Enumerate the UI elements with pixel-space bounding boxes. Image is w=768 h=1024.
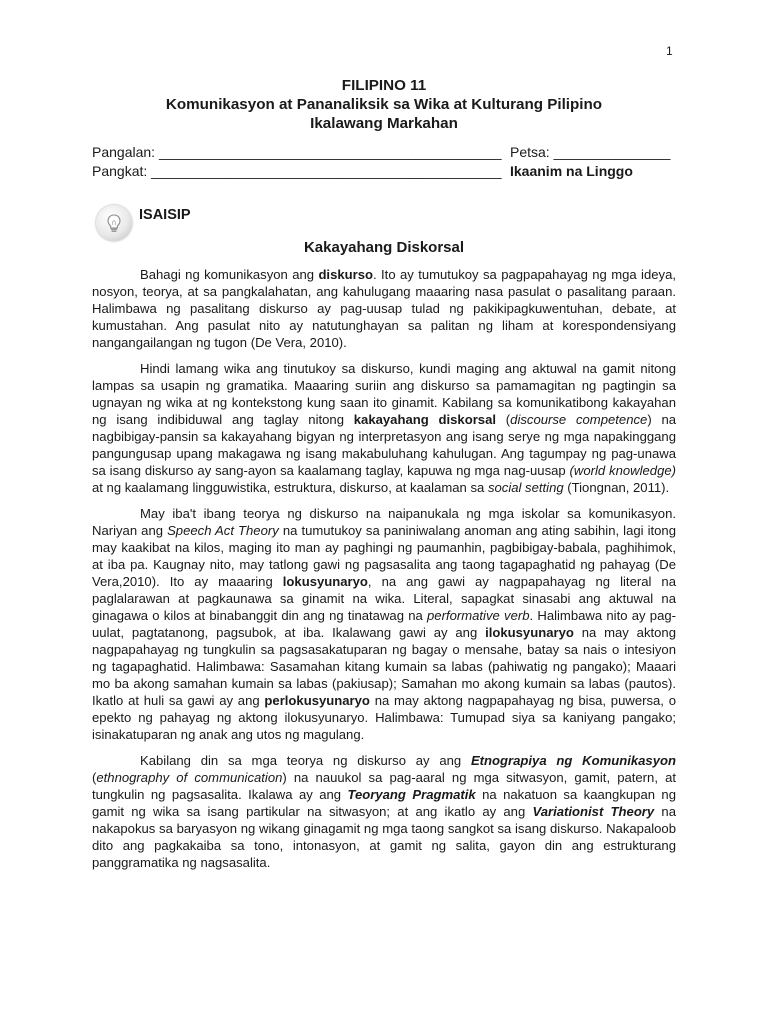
isaisip-heading bbox=[96, 203, 191, 243]
section-row bbox=[92, 162, 682, 181]
week-label: Ikaanim na Linggo bbox=[510, 163, 633, 179]
section-title: Kakayahang Diskorsal bbox=[303, 239, 465, 256]
document-header bbox=[0, 76, 768, 133]
text-run: , na ang gawi ay nagpapahayag ng literal na paglalarawan at pagkaunawa sa ginamit na wika. Literal, sapagkat sinasabi ang aktuwal na ginagawa o kilos at binabanggit din ang ng tinatawag na bbox=[92, 573, 676, 624]
italic-term: social setting bbox=[487, 480, 564, 496]
pangkat-field: Pangkat: _____________________________________________ bbox=[92, 163, 502, 179]
text-run: na tumutukoy sa paniniwalang anoman ang ating sabihin, lagi itong may kaakibat na kilos, maging ito man ay paghingi ng paumanhin, pagbibigay-babala, paghihimok, at iba pa. Kaugnay nito, may tatlong gawi ng pagsasalita ang taong tagapaghatid ng pahayag (De Vera,2010). Ito ay maaaring bbox=[92, 522, 676, 589]
text-run: ) na nauukol sa pag-aaral ng mga sitwasyon, gamit, patern, at tungkulin ng pagsasalita. Ikalawa ay ang bbox=[92, 770, 676, 803]
isaisip-label: ISAISIP bbox=[139, 207, 191, 223]
text-run: na nakatuon sa kaangkupan ng gamit ng wika sa isang partikular na sitwasyon; at ang ikatlo ay ang bbox=[92, 787, 677, 820]
text-run: na may aktong nagpapahayag ng tungkulin sa pagsasakatuparan ng bagay o mensahe, batay sa nais o intesiyon ng tagapaghatid. Halimbawa: Sasamahan kitang kumain sa labas (pahiwatig ng pangako); Maaari mo ba akong samahan kumain sa labas (pakiusap); Samahan mo akong kumain sa labas (pautos). Ikatlo at huli sa gawi ay ang bbox=[92, 625, 676, 709]
body-paragraph bbox=[92, 752, 676, 871]
text-run: Hindi lamang wika ang tinutukoy sa diskurso, kundi maging ang aktuwal na gamit nitong lampas sa usapin ng gramatika. Maaaring suriin ang diskurso sa pamamagitan ng pagtingin sa ugnayan ng wika at ng kontekstong kung saan ito ginamit. Kabilang sa komunikatibong kakayahan ng isang indibiduwal ang taglay nitong bbox=[92, 360, 676, 427]
text-run: . Ito ay tumutukoy sa pagpapahayag ng mga ideya, nosyon, teorya, at sa pangkalahatan, ang kahulugang maaaring nasa pasulat o pasalitang paraan. Halimbawa ng pasalitang diskurso ay pag-uusap tulad ng pakikipagkuwentuhan, debate, at kumustahan. Ang pasulat nito ay natutunghayan sa palitan ng liham at korespondensiyang nangangailangan ng tugon (De Vera, 2010). bbox=[92, 267, 676, 351]
italic-term: discourse competence bbox=[510, 411, 648, 427]
italic-term: (world knowledge) bbox=[569, 463, 676, 479]
bold-term: perlokusyunaryo bbox=[264, 693, 370, 709]
bold-italic-term: Teoryang Pragmatik bbox=[347, 787, 476, 803]
body-paragraph bbox=[92, 505, 676, 744]
text-run: . Halimbawa nito ay pag-uulat, pagtatanong, pagsubok, at iba. Ikalawang gawi ay ang bbox=[92, 608, 676, 641]
italic-term: performative verb bbox=[427, 608, 530, 624]
text-run: at ng kaalamang lingguwistika, estruktura, diskurso, at kaalaman sa bbox=[92, 480, 488, 496]
body-paragraph bbox=[92, 266, 676, 351]
text-run: ( bbox=[496, 411, 511, 427]
subject-title: FILIPINO 11 bbox=[341, 77, 427, 94]
lightbulb-icon bbox=[96, 205, 132, 241]
bold-term: lokusyunaryo bbox=[282, 573, 368, 589]
page-number: 1 bbox=[666, 44, 673, 58]
text-run: na may aktong nagpapahayag ng bisa, puwersa, o epekto ng pahayag ng aktong ilokusyunaryo. Halimbawa: Tumupad siya sa kaniyang pangako; isinakatuparan ng anak ang utos ng magulang. bbox=[92, 693, 676, 743]
text-run: na nakapokus sa baryasyon ng wikang ginagamit ng mga taong sangkot sa isang diskurso. Nakapaloob dito ang pagkakaiba sa tono, intonasyon, at gamit ng salita, gayon din ang estrukturang panggramatika ng nagsasalita. bbox=[92, 804, 676, 871]
pangalan-field: Pangalan: ____________________________________________ bbox=[92, 144, 502, 160]
name-row bbox=[92, 143, 682, 162]
text-run: Bahagi ng komunikasyon ang bbox=[140, 267, 319, 282]
italic-term: ethnography of communication bbox=[96, 770, 283, 786]
student-info-fields bbox=[92, 143, 682, 181]
course-title: Komunikasyon at Pananaliksik sa Wika at Kulturang Pilipino bbox=[165, 96, 603, 113]
body-paragraph bbox=[92, 360, 676, 496]
text-run: May iba't ibang teorya ng diskurso na naipanukala ng mga iskolar sa komunikasyon. Nariyan ang bbox=[92, 505, 676, 538]
bold-term: diskurso bbox=[318, 267, 374, 282]
quarter-title: Ikalawang Markahan bbox=[310, 115, 458, 132]
text-run: ( bbox=[92, 770, 97, 786]
body-text bbox=[92, 266, 676, 880]
bold-italic-term: Variationist Theory bbox=[532, 804, 655, 820]
petsa-field: Petsa: _______________ bbox=[510, 144, 671, 160]
text-run: Kabilang din sa mga teorya ng diskurso ay ang bbox=[140, 753, 471, 769]
italic-term: Speech Act Theory bbox=[167, 522, 279, 538]
bold-term: ilokusyunaryo bbox=[485, 625, 574, 641]
text-run: ) na nagbibigay-pansin sa kakayahang bigyan ng interpretasyon ang isang serye ng mga napakinggang pangungusap upang makagawa ng isang makabuluhang kahulugan. Ang tagumpay ng pag-unawa sa isang diskurso ay sang-ayon sa kaalamang taglay, kapuwa ng mga nag-uusap bbox=[92, 411, 677, 479]
bold-italic-term: Etnograpiya ng Komunikasyon bbox=[470, 753, 676, 769]
text-run: (Tiongnan, 2011). bbox=[563, 480, 670, 496]
bold-term: kakayahang diskorsal bbox=[353, 411, 497, 427]
